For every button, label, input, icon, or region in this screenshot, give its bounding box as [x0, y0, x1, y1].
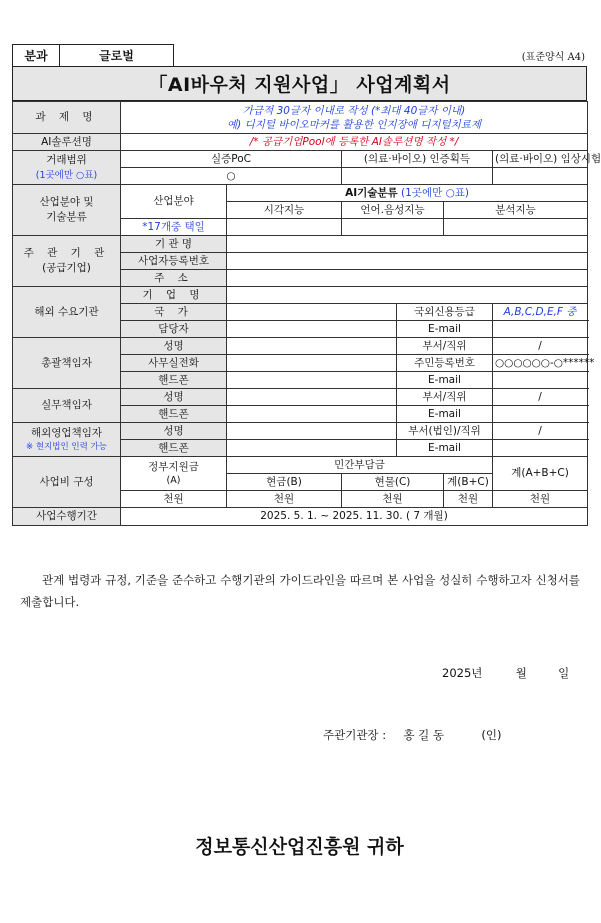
date-day[interactable]: 일	[558, 666, 570, 680]
ai-solution-field[interactable]: /* 공급기업Pool에 등록한 AI솔루션명 작성 */	[121, 134, 588, 151]
signature-seal: (인)	[481, 728, 502, 742]
practical-head-email-label: E-mail	[397, 406, 493, 423]
sales-head-dept-label: 부서(법인)/직위	[397, 423, 493, 440]
general-head-phone-label: 사무실전화	[121, 355, 227, 372]
sales-head-mobile-field[interactable]	[227, 440, 397, 457]
practical-head-name-label: 성명	[121, 389, 227, 406]
task-name-hint-1: 가급적 30글자 이내로 작성 (*최대 40글자 이내)	[242, 104, 466, 117]
overseas-credit-label: 국외신용등급	[397, 304, 493, 321]
sales-head-mobile-label: 핸드폰	[121, 440, 227, 457]
budget-gov-code: (A)	[166, 474, 181, 486]
overseas-manager-field[interactable]	[227, 321, 397, 338]
overseas-country-label: 국 가	[121, 304, 227, 321]
addressee: 정보통신산업진흥원 귀하	[195, 836, 404, 858]
sales-head-note: ※ 현지법인 인력 가능	[26, 441, 107, 452]
general-head-mobile-label: 핸드폰	[121, 372, 227, 389]
general-head-name-label: 성명	[121, 338, 227, 355]
tech-class-header	[227, 185, 588, 202]
sales-head-email-field[interactable]	[493, 440, 588, 457]
overseas-country-field[interactable]	[227, 304, 397, 321]
general-head-rrn-field[interactable]: ○○○○○○-○******	[493, 355, 588, 372]
overseas-email-field[interactable]	[493, 321, 588, 338]
general-head-phone-field[interactable]	[227, 355, 397, 372]
industry-field-label: 산업분야	[121, 185, 227, 219]
trade-option-certification: (의료·바이오) 인증획득	[342, 151, 493, 168]
ai-solution-label: AI솔루션명	[13, 134, 121, 151]
trade-option-clinical: (의료·바이오) 임상시험	[493, 151, 588, 168]
sales-head-name-label: 성명	[121, 423, 227, 440]
host-biz-no-label: 사업자등록번호	[121, 253, 227, 270]
host-address-field[interactable]	[227, 270, 588, 287]
sales-head-email-label: E-mail	[397, 440, 493, 457]
trade-mark-clinical[interactable]	[493, 168, 588, 185]
tech-language-mark[interactable]	[342, 219, 444, 236]
budget-label: 사업비 구성	[13, 457, 121, 508]
tech-visual-mark[interactable]	[227, 219, 342, 236]
practical-head-name-field[interactable]	[227, 389, 397, 406]
trade-scope-hint: (1곳에만 ○표)	[35, 169, 98, 181]
date-month[interactable]: 월	[515, 666, 527, 680]
host-name-label: 기 관 명	[121, 236, 227, 253]
sales-head-title: 해외영업책임자	[30, 426, 102, 439]
host-title: 주 관 기 관	[23, 247, 110, 259]
general-head-label: 총괄책임자	[13, 338, 121, 389]
practical-head-dept-label: 부서/직위	[397, 389, 493, 406]
practical-head-mobile-label: 핸드폰	[121, 406, 227, 423]
tech-class-title: AI기술분류	[345, 186, 398, 199]
form-standard: (표준양식 A4)	[521, 52, 585, 63]
budget-private-header: 민간부담금	[227, 457, 493, 474]
tech-analysis-mark[interactable]	[444, 219, 588, 236]
overseas-company-field[interactable]	[227, 287, 588, 304]
trade-mark-poc[interactable]: ○	[121, 168, 342, 185]
industry-field-hint[interactable]: *17개중 택일	[121, 219, 227, 236]
overseas-label: 해외 수요기관	[13, 287, 121, 338]
industry-label	[13, 185, 121, 236]
pledge-text: 관계 법령과 규정, 기준을 준수하고 수행기관의 가이드라인을 따르며 본 사업을 성실히 수행하고자 신청서를 제출합니다.	[20, 573, 580, 609]
application-form-table	[12, 101, 601, 526]
trade-scope-label	[13, 151, 121, 185]
sales-head-label	[13, 423, 121, 457]
period-field[interactable]: 2025. 5. 1. ~ 2025. 11. 30. ( 7 개월)	[121, 508, 588, 526]
budget-gov-amount[interactable]: 천원	[121, 491, 227, 508]
industry-label-line2: 기술분류	[46, 211, 87, 223]
date-year[interactable]: 2025년	[442, 666, 483, 680]
date-line	[442, 665, 569, 681]
budget-sum-bc-amount[interactable]: 천원	[444, 491, 493, 508]
signature-name[interactable]: 홍 길 동	[403, 728, 445, 742]
signature-line	[323, 727, 501, 743]
category-label: 분과	[12, 44, 60, 66]
budget-cash-header: 현금(B)	[227, 474, 342, 491]
practical-head-mobile-field[interactable]	[227, 406, 397, 423]
host-address-label: 주 소	[121, 270, 227, 287]
tech-language: 언어.음성지능	[342, 202, 444, 219]
budget-inkind-header: 현물(C)	[342, 474, 444, 491]
industry-label-line1: 산업분야 및	[39, 196, 94, 208]
trade-mark-certification[interactable]	[342, 168, 493, 185]
overseas-credit-field[interactable]: A,B,C,D,E,F 중	[493, 304, 588, 321]
period-label: 사업수행기간	[13, 508, 121, 526]
budget-gov-title: 정부지원금	[148, 460, 199, 473]
sales-head-dept-field[interactable]: /	[493, 423, 588, 440]
host-label	[13, 236, 121, 287]
general-head-email-field[interactable]	[493, 372, 588, 389]
general-head-dept-label: 부서/직위	[397, 338, 493, 355]
budget-inkind-amount[interactable]: 천원	[342, 491, 444, 508]
task-name-label: 과 제 명	[13, 102, 121, 134]
task-name-field[interactable]	[121, 102, 588, 134]
tech-visual: 시각지능	[227, 202, 342, 219]
budget-gov-header	[121, 457, 227, 491]
general-head-email-label: E-mail	[397, 372, 493, 389]
practical-head-email-field[interactable]	[493, 406, 588, 423]
category-bar	[12, 44, 587, 66]
general-head-rrn-label: 주민등록번호	[397, 355, 493, 372]
page-title: 「AI바우처 지원사업」 사업계획서	[12, 66, 587, 101]
overseas-company-label: 기 업 명	[121, 287, 227, 304]
overseas-email-label: E-mail	[397, 321, 493, 338]
budget-sum-bc-header: 계(B+C)	[444, 474, 493, 491]
general-head-dept-field[interactable]: /	[493, 338, 588, 355]
host-biz-no-field[interactable]	[227, 253, 588, 270]
overseas-manager-label: 담당자	[121, 321, 227, 338]
general-head-mobile-field[interactable]	[227, 372, 397, 389]
tech-analysis: 분석지능	[444, 202, 588, 219]
category-value[interactable]: 글로벌	[59, 44, 174, 66]
trade-option-poc: 실증PoC	[121, 151, 342, 168]
budget-total-header: 계(A+B+C)	[493, 457, 588, 491]
practical-head-label: 실무책임자	[13, 389, 121, 423]
sales-head-name-field[interactable]	[227, 423, 397, 440]
host-subtitle: (공급기업)	[42, 262, 91, 274]
tech-class-hint: (1곳에만 ○표)	[401, 186, 469, 199]
task-name-hint-2: 예) 디지털 바이오마커를 활용한 인지장애 디지털치료제	[227, 118, 482, 131]
signature-label: 주관기관장 :	[323, 728, 387, 742]
host-name-field[interactable]	[227, 236, 588, 253]
budget-total-amount[interactable]: 천원	[493, 491, 588, 508]
practical-head-dept-field[interactable]: /	[493, 389, 588, 406]
trade-scope-title: 거래범위	[46, 153, 87, 166]
budget-cash-amount[interactable]: 천원	[227, 491, 342, 508]
general-head-name-field[interactable]	[227, 338, 397, 355]
